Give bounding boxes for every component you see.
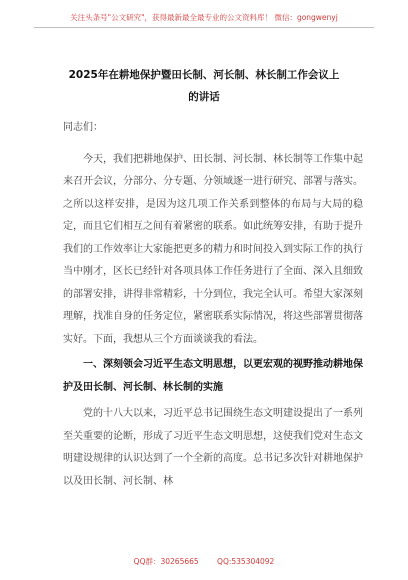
paragraph-intro: 今天，我们把耕地保护、田长制、河长制、林长制等工作集中起来召开会议，分部分、分专题、分领域逐一进行研究、部署与落实。之所以这样安排，是因为这几项工作关系到整体的布局与大局的稳定，而且它们相互之间有着紧密的联系。如此统筹安排，有助于提升我们的工作效率让大家能把更多的精力和时间投入到实际工作的执行当中刚才，区长已经针对各项具体工作任务进行了全面、深入且细致的部署安排，讲得非常精彩，十分到位，我完全认可。希望大家深刻理解，找准自身的任务定位，紧密联系实际情况，将这些部署贯彻落实好。下面，我想从三个方面谈谈我的看法。 (63, 153, 363, 345)
document-title (40, 64, 368, 108)
header-banner: 关注头条号"公文研究"，获得最新最全最专业的公文资料库！ 微信：gongwenyj (70, 13, 338, 22)
title-line-2: 的讲话 (188, 91, 220, 103)
document-body (63, 117, 363, 493)
footer-qq: QQ:535304092 (217, 557, 275, 566)
footer-contact (0, 556, 408, 567)
paragraph-section-1: 党的十八大以来，习近平总书记围绕生态文明建设提出了一系列至关重要的论断，形成了习近平生态文明思想，这使我们党对生态文明建设规律的认识达到了一个全新的高度。总书记多次针对耕地保护以及田长制、河长制、林 (63, 408, 363, 487)
section-heading-1: 一、深刻领会习近平生态文明思想，以更宏观的视野推动耕地保护及田长制、河长制、林长制的实施 (63, 359, 363, 393)
header-divider (34, 27, 374, 28)
footer-qq-group: QQ群：30265665 (133, 557, 199, 566)
title-line-1: 2025年在耕地保护暨田长制、河长制、林长制工作会议上 (68, 69, 340, 81)
greeting: 同志们： (63, 122, 103, 133)
